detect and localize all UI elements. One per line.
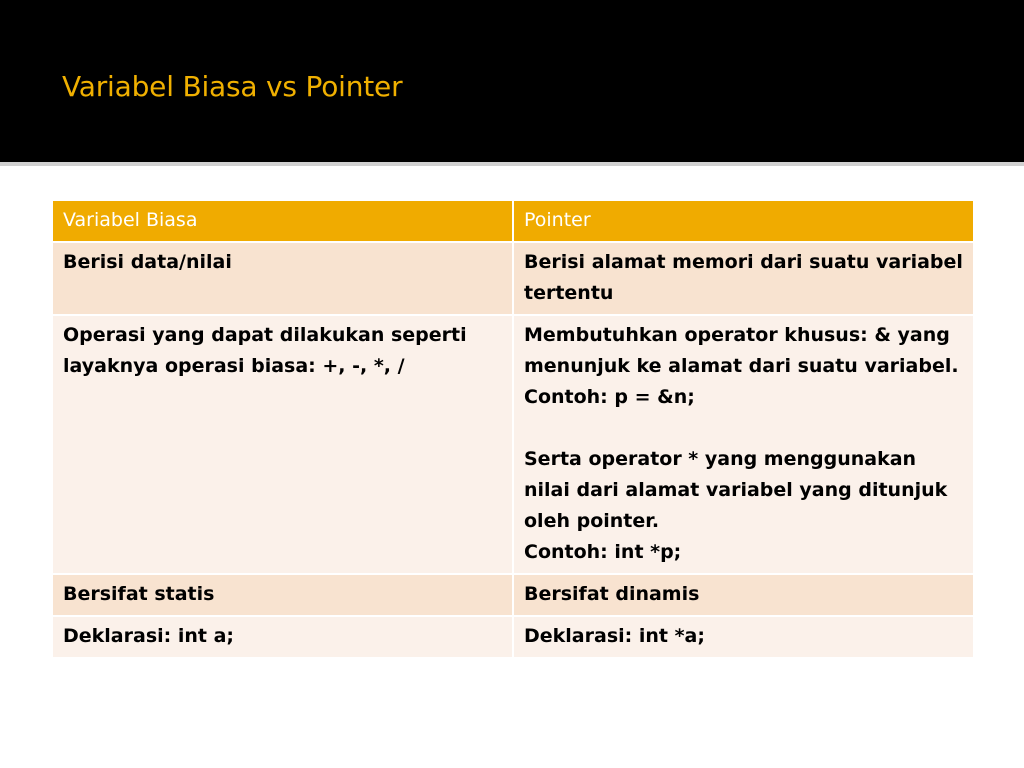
cell-variabel-biasa: Berisi data/nilai <box>52 242 513 315</box>
cell-pointer: Bersifat dinamis <box>513 574 974 616</box>
header-pointer: Pointer <box>513 200 974 242</box>
cell-pointer: Membutuhkan operator khusus: & yang menunjuk ke alamat dari suatu variabel. Contoh: p = &n; Serta operator * yang menggunakan nilai dari alamat variabel yang ditunjuk oleh pointer. Contoh: int *p; <box>513 315 974 574</box>
table-header-row <box>52 200 974 242</box>
cell-pointer: Deklarasi: int *a; <box>513 616 974 658</box>
title-bar <box>0 0 1024 160</box>
header-variabel-biasa: Variabel Biasa <box>52 200 513 242</box>
table-row <box>52 574 974 616</box>
slide-title: Variabel Biasa vs Pointer <box>62 70 403 103</box>
table-row <box>52 242 974 315</box>
table-row <box>52 616 974 658</box>
cell-variabel-biasa: Operasi yang dapat dilakukan seperti layaknya operasi biasa: +, -, *, / <box>52 315 513 574</box>
cell-pointer: Berisi alamat memori dari suatu variabel tertentu <box>513 242 974 315</box>
cell-variabel-biasa: Deklarasi: int a; <box>52 616 513 658</box>
comparison-table <box>51 199 975 659</box>
table-row <box>52 315 974 574</box>
cell-variabel-biasa: Bersifat statis <box>52 574 513 616</box>
